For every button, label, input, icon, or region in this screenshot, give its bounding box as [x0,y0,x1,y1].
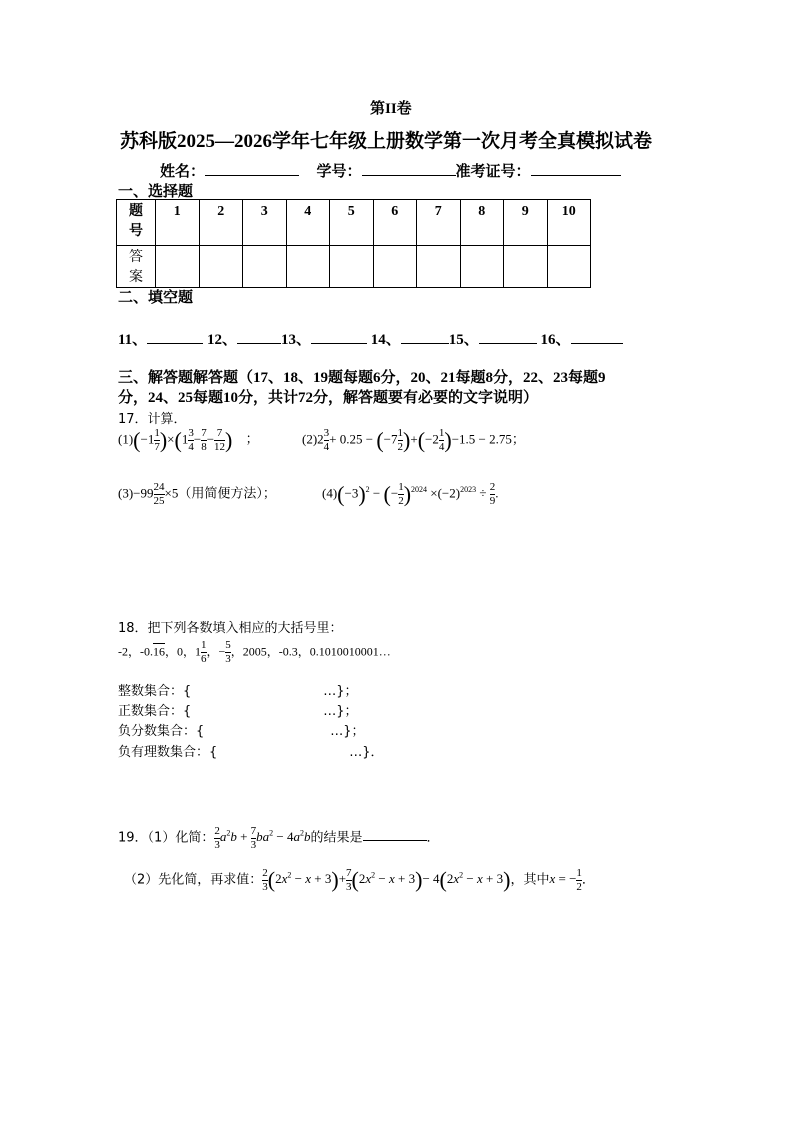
student-info-line [160,160,621,181]
blank-11[interactable] [147,329,203,344]
table-row [117,246,591,288]
section1-heading: 一、选择题 [118,184,194,200]
student-id-label: 学号： [316,164,362,180]
table-row [117,200,591,246]
student-id-field[interactable] [362,161,456,176]
question-number-6: 6 [373,200,417,246]
question-number-8: 8 [460,200,504,246]
blank-label-14: 14、 [370,332,401,348]
q19-part2: （2）先化简，再求值： $\frac{2}{3}$ $(2x^2 - x + 3)+$ $\frac{7}{3}$ $(2x^2 - x + 3)- 4(2x^2 - x + 3)$，其中x = − $\frac{1}{2}$ ． [124,867,595,893]
answer-cell-3[interactable] [243,246,287,288]
ticket-label: 准考证号： [455,164,531,180]
set-positive: 正数集合：{ …}； [118,704,358,719]
set-integer: 整数集合：{ …}； [118,684,358,699]
answer-cell-6[interactable] [373,246,417,288]
answer-cell-4[interactable] [286,246,330,288]
q17-part2: (2)2 $\frac{3}{4}$ + 0.25 − (−7 $\frac{1}{2}$ )+(−2 $\frac{1}{4}$ )−1.5 − 2.75； [302,427,525,453]
set-negative-fraction-label: 负分数集合：{ [118,724,205,739]
q19-part1: 19．（1）化简： $\frac{2}{3}$ $a^2b$ + $\frac{7}{3}$ $ba^2 - 4a^2b$的结果是 ． [118,825,440,851]
answer-cell-1[interactable] [156,246,200,288]
set-negative-fraction: 负分数集合：{ …}； [118,724,365,739]
answer-cell-2[interactable] [199,246,243,288]
section3-heading-line2: 分，24、25每题10分，共计72分，解答题要有必要的文字说明） [118,390,539,406]
answer-cell-7[interactable] [417,246,461,288]
part-title: 第II卷 [370,101,412,117]
set-negative-rational-label: 负有理数集合：{ [118,745,218,760]
exam-title: 苏科版2025—2026学年七年级上册数学第一次月考全真模拟试卷 [120,131,653,152]
name-field[interactable] [205,161,299,176]
blank-label-15: 15、 [448,332,479,348]
fill-blank-line [118,328,623,349]
blank-label-11: 11、 [118,332,148,348]
row-label-answer: 答 案 [117,246,156,288]
blank-15[interactable] [479,329,537,344]
blank-label-13: 13、 [280,332,311,348]
section3-heading-line1: 三、解答题解答题（17、18、19题每题6分，20、21每题8分，22、23每题9 [118,370,606,386]
q17-part4: $(4)(-3)^2$ − (− $\frac{1}{2}$ )$^{2024} \times(-2)^{2023}$ ÷ $\frac{2}{9}$ . [322,481,499,507]
question-number-7: 7 [417,200,461,246]
ticket-field[interactable] [531,161,621,176]
question-number-3: 3 [243,200,287,246]
blank-12[interactable] [237,329,281,344]
blank-13[interactable] [311,329,367,344]
q18-title: 18．把下列各数填入相应的大括号里： [118,621,343,636]
blank-16[interactable] [571,329,623,344]
q17-title: 17．计算． [118,412,187,427]
q17-part1: (1)(−1 $\frac{1}{7}$ )×(1 $\frac{3}{4}$ − $\frac{7}{8}$ − $\frac{7}{12}$ ) ； [118,427,259,453]
answer-table [116,199,591,288]
question-number-1: 1 [156,200,200,246]
blank-14[interactable] [401,329,449,344]
answer-cell-9[interactable] [504,246,548,288]
set-negative-rational: 负有理数集合：{ …}． [118,745,384,760]
q18-number-list: -2，-0.16，0，1 $\frac{1}{6}$ ，− $\frac{5}{3}$ ，2005，-0.3，0.1010010001… [118,639,391,665]
question-number-9: 9 [504,200,548,246]
question-number-10: 10 [547,200,591,246]
q19-answer-blank[interactable] [363,826,427,841]
row-label-number: 题 号 [117,200,156,246]
blank-label-12: 12、 [206,332,237,348]
name-label: 姓名： [160,164,206,180]
q17-part3: (3)−99 $\frac{24}{25}$ ×5（用简便方法）； [118,481,276,507]
section2-heading: 二、填空题 [118,290,194,306]
set-positive-label: 正数集合：{ [118,704,192,719]
answer-cell-8[interactable] [460,246,504,288]
question-number-4: 4 [286,200,330,246]
answer-cell-10[interactable] [547,246,591,288]
answer-cell-5[interactable] [330,246,374,288]
blank-label-16: 16、 [540,332,571,348]
question-number-2: 2 [199,200,243,246]
question-number-5: 5 [330,200,374,246]
set-integer-label: 整数集合：{ [118,684,192,699]
